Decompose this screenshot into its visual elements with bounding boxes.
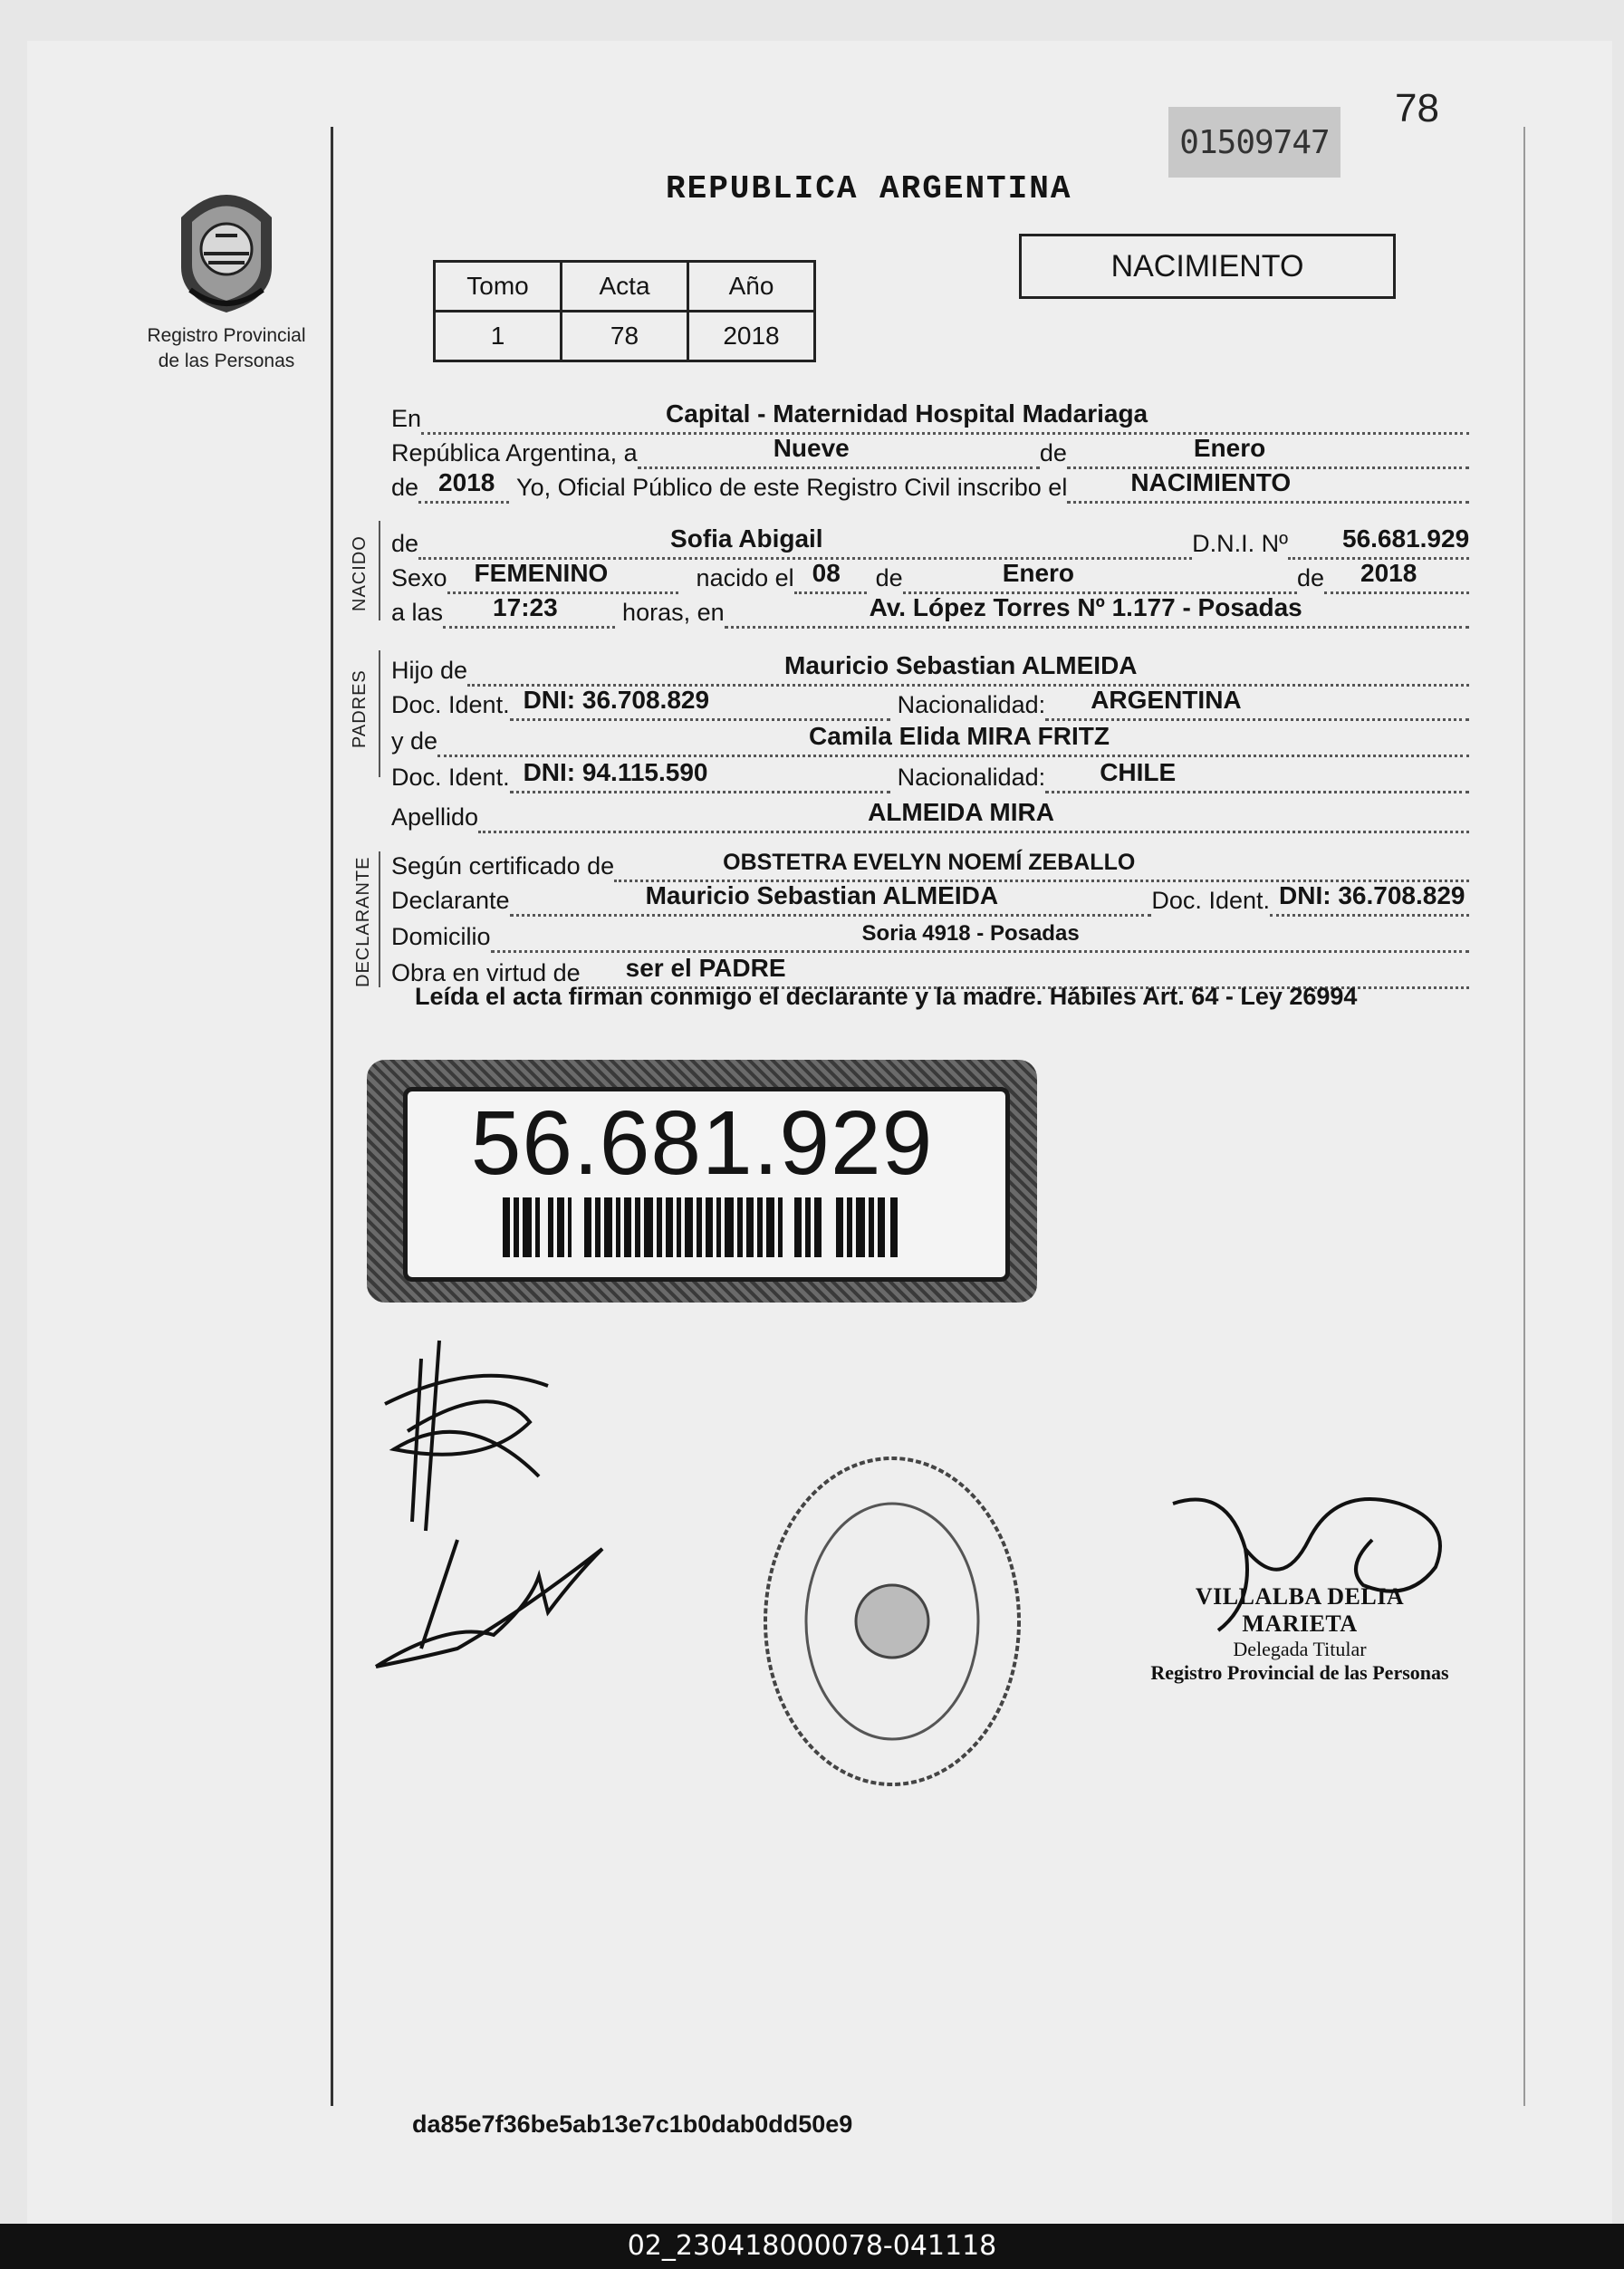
header-tomo: Tomo <box>435 262 562 312</box>
row-name <box>391 524 1469 560</box>
row-republica <box>391 433 1469 469</box>
value-birth-time: 17:23 <box>493 593 558 621</box>
value-birth-day: 08 <box>812 559 841 587</box>
country-title: REPUBLICA ARGENTINA <box>666 170 1072 207</box>
barcode-icon <box>503 1197 901 1257</box>
value-father-name: Mauricio Sebastian ALMEIDA <box>784 651 1138 679</box>
dotted-line <box>421 401 1469 435</box>
label-horas-en: horas, en <box>622 599 725 626</box>
right-margin-line <box>1523 127 1525 2106</box>
official-seal <box>756 1449 1028 1793</box>
dotted-line <box>510 687 890 721</box>
dni-stamp-number: 56.681.929 <box>470 1092 934 1194</box>
misiones-coat-of-arms <box>145 181 308 372</box>
label-sexo: Sexo <box>391 564 447 591</box>
value-acta: 78 <box>562 312 688 361</box>
value-ano: 2018 <box>688 312 815 361</box>
header-ano: Año <box>688 262 815 312</box>
label-a-las: a las <box>391 599 444 626</box>
official-office: Registro Provincial de las Personas <box>1150 1661 1449 1684</box>
page-number: 78 <box>1395 86 1439 130</box>
label-decl-doc: Doc. Ident. <box>1151 887 1270 914</box>
label-de: de <box>1039 439 1067 466</box>
document-hash: da85e7f36be5ab13e7c1b0dab0dd50e9 <box>412 2110 853 2138</box>
registry-caption-line1: Registro Provincial <box>147 325 306 346</box>
value-certificate-issuer: OBSTETRA EVELYN NOEMÍ ZEBALLO <box>723 850 1136 875</box>
value-father-doc: DNI: 36.708.829 <box>523 686 710 714</box>
dotted-line <box>1270 883 1469 917</box>
section-bracket-padres <box>379 650 380 777</box>
closing-statement: Leída el acta firman conmigo el declarante y la madre. Hábiles Art. 64 - Ley 26994 <box>415 983 1358 1010</box>
row-sexo <box>391 558 1469 594</box>
registry-caption-line2: de las Personas <box>158 351 295 371</box>
label-hijo-de: Hijo de <box>391 657 468 684</box>
tomo-acta-ano-table <box>433 260 816 362</box>
dotted-line <box>443 595 615 629</box>
value-day: Nueve <box>773 434 850 462</box>
dotted-line <box>725 595 1469 629</box>
label-de-name: de <box>391 530 419 557</box>
value-mother-doc: DNI: 94.115.590 <box>523 758 708 786</box>
dotted-line <box>1067 470 1469 504</box>
row-father-doc <box>391 685 1469 721</box>
label-doc-ident: Doc. Ident. <box>391 691 510 718</box>
dotted-line <box>510 883 1152 917</box>
dotted-line <box>1288 526 1469 560</box>
left-margin-line <box>331 127 333 2106</box>
label-segun-certificado: Según certificado de <box>391 852 615 880</box>
label-de-month: de <box>875 564 903 591</box>
value-declarante: Mauricio Sebastian ALMEIDA <box>645 881 999 909</box>
value-child-dni: 56.681.929 <box>1342 524 1470 553</box>
label-de-year2: de <box>1296 564 1324 591</box>
value-father-nationality: ARGENTINA <box>1091 686 1242 714</box>
value-mother-name: Camila Elida MIRA FRITZ <box>809 722 1110 750</box>
section-bracket-nacido <box>379 521 380 620</box>
barcode <box>503 1197 901 1257</box>
row-en <box>391 399 1469 435</box>
value-month: Enero <box>1193 434 1266 462</box>
act-type-box: NACIMIENTO <box>1019 234 1396 299</box>
header-acta: Acta <box>562 262 688 312</box>
label-nacionalidad: Nacionalidad: <box>897 764 1046 791</box>
row-certificado <box>391 846 1469 882</box>
label-de-year: de <box>391 474 419 501</box>
dotted-line <box>491 919 1469 953</box>
coat-of-arms-icon <box>163 181 290 317</box>
row-apellido <box>391 797 1469 833</box>
row-yde <box>391 721 1469 757</box>
dotted-line <box>418 526 1192 560</box>
dotted-line <box>1324 561 1469 594</box>
section-label-nacido: NACIDO <box>350 535 370 611</box>
label-nacido-el: nacido el <box>696 564 794 591</box>
dotted-line <box>1045 687 1469 721</box>
row-domicilio <box>391 917 1469 953</box>
value-birth-place: Av. López Torres Nº 1.177 - Posadas <box>869 593 1302 621</box>
official-name: VILLALBA DELIA MARIETA <box>1195 1583 1405 1637</box>
dotted-line <box>447 561 678 594</box>
label-dni: D.N.I. Nº <box>1192 530 1288 557</box>
value-obra: ser el PADRE <box>625 954 786 982</box>
row-declarante <box>391 880 1469 917</box>
section-label-declarante: DECLARANTE <box>353 856 373 987</box>
row-hijo <box>391 650 1469 687</box>
label-apellido: Apellido <box>391 803 479 831</box>
dotted-line <box>794 561 867 594</box>
row-mother-doc <box>391 757 1469 793</box>
official-name-block <box>1137 1583 1463 1685</box>
row-officer <box>391 467 1469 504</box>
label-obra-en-virtud: Obra en virtud de <box>391 959 581 986</box>
section-bracket-declarante <box>379 851 380 987</box>
dotted-line <box>638 436 1040 469</box>
footer-file-id: 02_230418000078-041118 <box>0 2224 1624 2269</box>
serial-number: 01509747 <box>1168 107 1341 178</box>
dotted-line <box>437 724 1469 757</box>
label-en: En <box>391 405 422 432</box>
dotted-line <box>903 561 1297 594</box>
label-declarante: Declarante <box>391 887 510 914</box>
dotted-line <box>1067 436 1469 469</box>
dotted-line <box>467 653 1469 687</box>
row-time-place <box>391 592 1469 629</box>
declarant-signature <box>358 1322 629 1685</box>
label-nacionalidad: Nacionalidad: <box>897 691 1046 718</box>
official-title: Delegada Titular <box>1233 1638 1367 1660</box>
value-domicilio: Soria 4918 - Posadas <box>861 921 1080 946</box>
value-inscribe: NACIMIENTO <box>1130 468 1292 496</box>
value-mother-nationality: CHILE <box>1100 758 1177 786</box>
value-birth-month: Enero <box>1002 559 1075 587</box>
label-officer: Yo, Oficial Público de este Registro Civil inscribo el <box>516 474 1068 501</box>
label-republica: República Argentina, a <box>391 439 638 466</box>
dotted-line <box>478 800 1469 833</box>
value-apellido: ALMEIDA MIRA <box>868 798 1054 826</box>
dotted-line <box>510 760 890 793</box>
value-year: 2018 <box>438 468 495 496</box>
dotted-line <box>1045 760 1469 793</box>
section-label-padres: PADRES <box>350 669 370 748</box>
dotted-line <box>418 470 509 504</box>
value-child-name: Sofia Abigail <box>670 524 823 553</box>
value-place-of-registration: Capital - Maternidad Hospital Madariaga <box>666 399 1148 428</box>
value-tomo: 1 <box>435 312 562 361</box>
dotted-line <box>614 849 1469 882</box>
value-sexo: FEMENINO <box>474 559 609 587</box>
label-domicilio: Domicilio <box>391 923 491 950</box>
label-y-de: y de <box>391 727 438 755</box>
value-declarante-doc: DNI: 36.708.829 <box>1279 881 1465 909</box>
value-birth-year: 2018 <box>1360 559 1417 587</box>
label-doc-ident: Doc. Ident. <box>391 764 510 791</box>
